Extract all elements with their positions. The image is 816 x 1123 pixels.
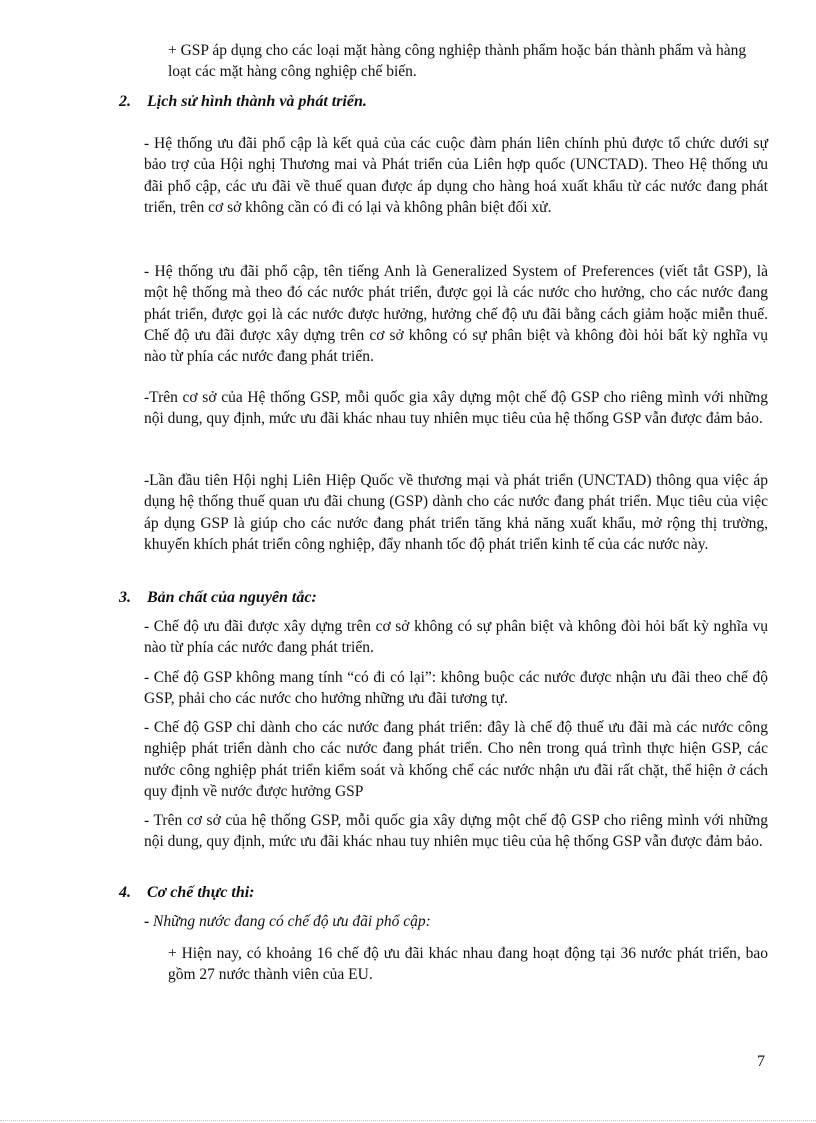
subheading-text: Những nước đang có chế độ ưu đãi phổ cập: [149, 913, 431, 930]
section-3-paragraph-4: - Trên cơ sở của hệ thống GSP, mỗi quốc gia xây dựng một chế độ GSP cho riêng mình với những nội dung, quy định, mức ưu đãi khác nhau tuy nhiên mục tiêu của hệ thống GSP vẫn được đảm bảo. [144, 812, 768, 851]
section-2-paragraph-4: -Lần đầu tiên Hội nghị Liên Hiệp Quốc về thương mại và phát triển (UNCTAD) thông qua việc áp dụng hệ thống thuế quan ưu đãi chung (GSP) dành cho các nước đang phát triển. Mục tiêu của việc áp dụng GSP là giúp cho các nước đang phát triển tăng khả năng xuất khẩu, mở rộng thị trường, khuyến khích phát triển công nghiệp, đẩy nhanh tốc độ phát triển kinh tế của các nước này. [144, 472, 768, 553]
subheading-dash: - [144, 913, 150, 930]
section-4-bullet: + Hiện nay, có khoảng 16 chế độ ưu đãi khác nhau đang hoạt động tại 36 nước phát triển, bao gồm 27 nước thành viên của EU. [168, 945, 768, 984]
page-bottom-border [0, 1120, 816, 1121]
page-number: 7 [757, 1053, 765, 1070]
section-4-title: Cơ chế thực thi: [147, 884, 255, 901]
section-3-title: Bản chất của nguyên tắc: [147, 589, 317, 606]
section-3-heading [119, 587, 317, 609]
section-2-paragraph-1: - Hệ thống ưu đãi phổ cập là kết quả của các cuộc đàm phán liên chính phủ được tổ chức dưới sự bảo trợ của Hội nghị Thương mai và Phát triển của Liên hợp quốc (UNCTAD). Theo Hệ thống ưu đãi phổ cập, các ưu đãi về thuế quan được áp dụng cho hàng hoá xuất khẩu từ các nước đang phát triển, trên cơ sở không cần có đi có lại và không phân biệt đối xử. [144, 135, 768, 216]
section-2-number: 2. [119, 93, 131, 110]
section-3-number: 3. [119, 589, 131, 606]
top-bullet-paragraph: + GSP áp dụng cho các loại mặt hàng công nghiệp thành phẩm hoặc bán thành phẩm và hàng loạt các mặt hàng công nghiệp chế biến. [168, 42, 747, 81]
section-3-paragraph-1: - Chế độ ưu đãi được xây dựng trên cơ sở không có sự phân biệt và không đòi hỏi bất kỳ nghĩa vụ nào từ phía các nước đang phát triển. [144, 618, 768, 657]
section-3-paragraph-2: - Chế độ GSP không mang tính “có đi có lại”: không buộc các nước được nhận ưu đãi theo chế độ GSP, phải cho các nước cho hưởng những ưu đãi tương tự. [144, 669, 768, 708]
section-2-paragraph-3: -Trên cơ sở của Hệ thống GSP, mỗi quốc gia xây dựng một chế độ GSP cho riêng mình với những nội dung, quy định, mức ưu đãi khác nhau tuy nhiên mục tiêu của hệ thống GSP vẫn được đảm bảo. [144, 389, 768, 428]
section-2-heading [119, 91, 367, 113]
section-4-heading [119, 882, 255, 904]
section-4-number: 4. [119, 884, 131, 901]
section-2-paragraph-2: - Hệ thống ưu đãi phổ cập, tên tiếng Anh là Generalized System of Preferences (viết tắt GSP), là một hệ thống mà theo đó các nước phát triển, được gọi là các nước cho hưởng, cho các nước đang phát triển, được gọi là các nước được hưởng, hưởng chế độ ưu đãi bằng cách giảm hoặc miễn thuế. Chế độ ưu đãi được xây dựng trên cơ sở không có sự phân biệt và không đòi hỏi bất kỳ nghĩa vụ nào từ phía các nước đang phát triển. [144, 263, 768, 366]
section-4-subheading [144, 911, 431, 932]
section-2-title: Lịch sử hình thành và phát triển. [147, 93, 367, 110]
section-3-paragraph-3: - Chế độ GSP chỉ dành cho các nước đang phát triển: đây là chế độ thuế ưu đãi mà các nước công nghiệp phát triển dành cho các nước đang phát triển. Cho nên trong quá trình thực hiện GSP, các nước công nghiệp phát triển kiểm soát và khống chế các nước nhận ưu đãi rất chặt, thể hiện ở cách quy định về nước được hưởng GSP [144, 719, 768, 800]
